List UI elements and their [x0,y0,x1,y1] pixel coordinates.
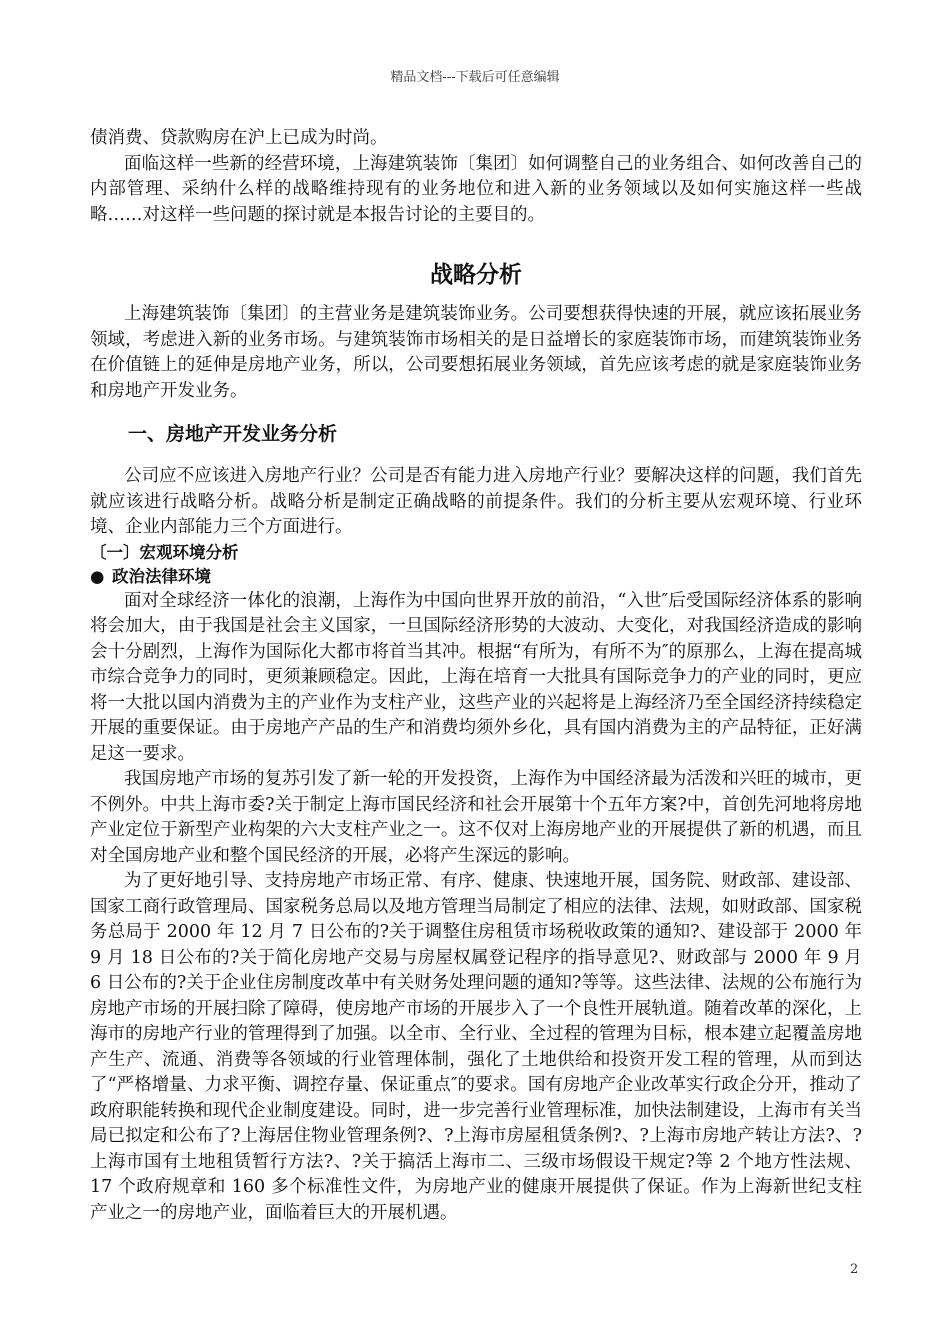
section-title: 战略分析 [430,262,522,288]
paragraph-continued: 债消费、贷款购房在沪上已成为时尚。 [90,128,388,148]
document-body [90,126,862,1226]
paragraph-body-3: 为了更好地引导、支持房地产市场正常、有序、健康、快速地开展，国务院、财政部、建设部、国家工商行政管理局、国家税务总局以及地方管理当局制定了相应的法律、法规，如财政部、国家税务总局于 2000 年 12 月 7 日公布的?关于调整住房租赁市场税收政策的通知?、建设部于 2000 年 9 月 18 日公布的?关于简化房地产交易与房屋权属登记程序的指导意见?、财政部与 2000 年 9 月 6 日公布的?关于企业住房制度改革中有关财务处理问题的通知?等等。这些法律、法规的公布施行为房地产市场的开展扫除了障碍，使房地产市场的开展步入了一个良性开展轨道。随着改革的深化，上海市的房地产行业的管理得到了加强。以全市、全行业、全过程的管理为目标，根本建立起覆盖房地产生产、流通、消费等各领域的行业管理体制，强化了土地供给和投资开发工程的管理，从而到达了“严格增量、力求平衡、调控存量、保证重点″的要求。国有房地产企业改革实行政企分开，推动了政府职能转换和现代企业制度建设。同时，进一步完善行业管理标准，加快法制建设，上海市有关当局已拟定和公布了?上海居住物业管理条例?、?上海市房屋租赁条例?、?上海市房地产转让方法?、?上海市国有土地租赁暂行方法?、?关于搞活上海市二、三级市场假设干规定?等 2 个地方性法规、17 个政府规章和 160 多个标准性文件，为房地产业的健康开展提供了保证。作为上海新世纪支柱产业之一的房地产业，面临着巨大的开展机遇。 [90,871,862,1223]
paragraph-subsection-intro: 公司应不应该进入房地产行业？公司是否有能力进入房地产行业？要解决这样的问题，我们首先就应该进行战略分析。战略分析是制定正确战略的前提条件。我们的分析主要从宏观环境、行业环境、企业内部能力三个方面进行。 [90,466,862,537]
page-header: 精品文档---下载后可任意编辑 [390,70,560,85]
page-number: 2 [850,1262,859,1277]
bullet-icon: ● [90,566,105,586]
paragraph-body-2: 我国房地产市场的复苏引发了新一轮的开发投资，上海作为中国经济最为活泼和兴旺的城市，更不例外。中共上海市委?关于制定上海市国民经济和社会开展第十个五年方案?中，首创先河地将房地产业定位于新型产业构架的六大支柱产业之一。这不仅对上海房地产业的开展提供了新的机遇，而且对全国房地产业和整个国民经济的开展，必将产生深远的影响。 [90,769,862,866]
paragraph-purpose: 面临这样一些新的经营环境，上海建筑装饰〔集团〕如何调整自己的业务组合、如何改善自己的内部管理、采纳什么样的战略维持现有的业务地位和进入新的业务领域以及如何实施这样一些战略……对这样一些问题的探讨就是本报告讨论的主要目的。 [90,153,862,225]
subsubsection-heading: 〔一〕宏观环境分析 [90,542,239,562]
paragraph-section-intro: 上海建筑装饰〔集团〕的主营业务是建筑装饰业务。公司要想获得快速的开展，就应该拓展业务领域，考虑进入新的业务市场。与建筑装饰市场相关的是日益增长的家庭装饰市场，而建筑装饰业务在价值链上的延伸是房地产业务，所以，公司要想拓展业务领域，首先应该考虑的就是家庭装饰业务和房地产开发业务。 [90,304,862,401]
bullet-heading-text: 政治法律环境 [112,566,211,586]
bullet-heading [90,565,862,589]
subsection-heading: 一、房地产开发业务分析 [128,423,338,445]
paragraph-body-1: 面对全球经济一体化的浪潮，上海作为中国向世界开放的前沿，“入世″后受国际经济体系的影响将会加大，由于我国是社会主义国家，一旦国际经济形势的大波动、大变化，对我国经济造成的影响会十分剧烈，上海作为国际化大都市将首当其冲。根据“有所为，有所不为″的原那么，上海在提高城市综合竞争力的同时，更须兼顾稳定。因此，上海在培育一大批具有国际竞争力的产业的同时，更应将一大批以国内消费为主的产业作为支柱产业，这些产业的兴起将是上海经济乃至全国经济持续稳定开展的重要保证。由于房地产产品的生产和消费均须外乡化，具有国内消费为主的产品特征，正好满足这一要求。 [90,590,862,764]
